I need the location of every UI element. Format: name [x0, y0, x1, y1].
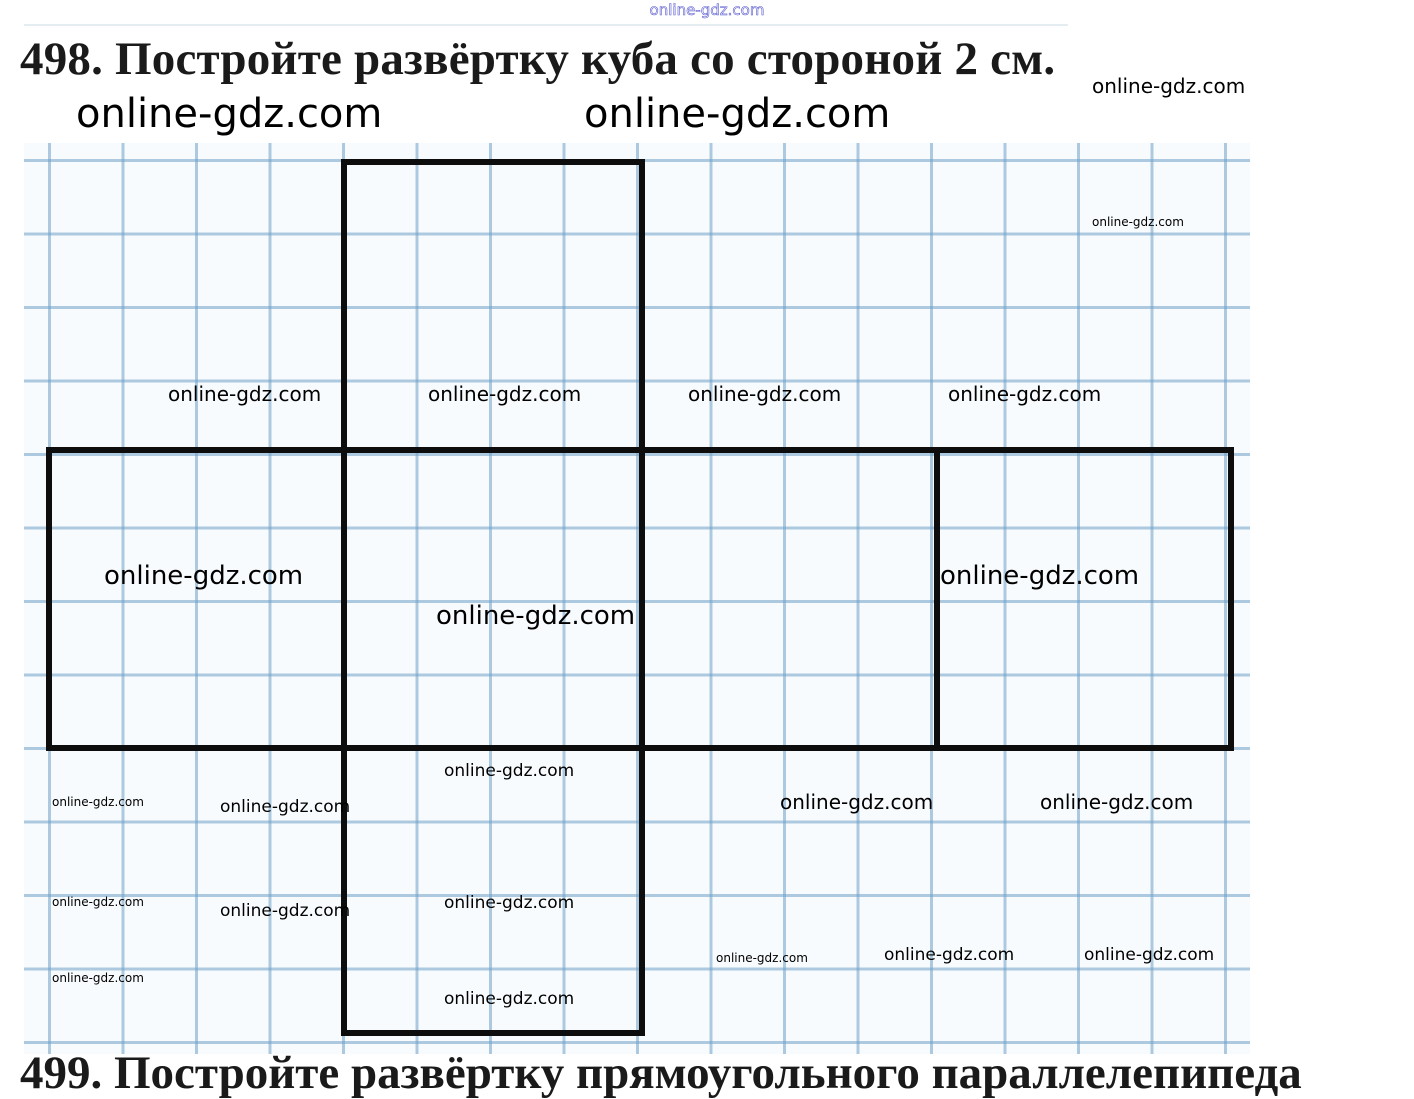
cube-face-front [341, 447, 645, 751]
watermark-large-1: online-gdz.com [76, 91, 383, 137]
watermark-row-3: online-gdz.com [688, 382, 842, 406]
watermark-bottom-sm-3: online-gdz.com [52, 971, 144, 985]
watermark-bottom-sm2-6: online-gdz.com [1084, 945, 1215, 965]
site-watermark-top: online-gdz.com [649, 1, 765, 19]
watermark-bottom-sm2-4: online-gdz.com [220, 901, 351, 921]
next-problem-title: 499. Постройте развёртку прямоугольного параллелепипеда [20, 1047, 1302, 1099]
watermark-bottom-sm2-5: online-gdz.com [884, 945, 1015, 965]
cube-face-left [46, 447, 347, 751]
watermark-face-left: online-gdz.com [104, 561, 304, 591]
watermark-bottom-sm2-3: online-gdz.com [444, 893, 575, 913]
problem-title: 498. Постройте развёртку куба со стороной 2 см. [20, 33, 1056, 85]
watermark-bottom-sm-2: online-gdz.com [52, 895, 144, 909]
watermark-row-1: online-gdz.com [168, 382, 322, 406]
watermark-small-right: online-gdz.com [1092, 215, 1184, 229]
watermark-bottom-sm2-7: online-gdz.com [444, 989, 575, 1009]
cube-face-right [639, 447, 940, 751]
watermark-bottom-md-2: online-gdz.com [1040, 790, 1194, 814]
watermark-row-4: online-gdz.com [948, 382, 1102, 406]
watermark-large-2: online-gdz.com [584, 91, 891, 137]
watermark-bottom-sm2-1: online-gdz.com [444, 761, 575, 781]
cube-face-top [341, 159, 645, 453]
watermark-face-center: online-gdz.com [436, 601, 636, 631]
watermark-bottom-sm-4: online-gdz.com [716, 951, 808, 965]
watermark-corner-top: online-gdz.com [1092, 74, 1246, 98]
watermark-row-2: online-gdz.com [428, 382, 582, 406]
watermark-bottom-sm2-2: online-gdz.com [220, 797, 351, 817]
watermark-bottom-md-1: online-gdz.com [780, 790, 934, 814]
header-divider [24, 24, 1068, 26]
cube-face-back [934, 447, 1234, 751]
watermark-bottom-sm-1: online-gdz.com [52, 795, 144, 809]
watermark-face-right: online-gdz.com [940, 561, 1140, 591]
